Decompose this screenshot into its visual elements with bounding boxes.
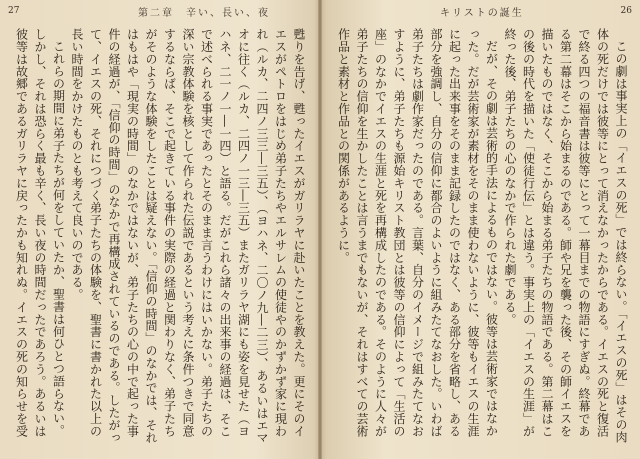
paragraph: これらの期間に弟子たちが何をしていたか、聖書は何ひとつ語らない。しかし、それは恐らく最も辛く、長い夜の時間だったであろう。あるいは彼等は故郷であるガリラヤに戻ったかも知れぬ。イエスの死の知らせを受 xyxy=(14,28,66,438)
page-body xyxy=(10,28,308,448)
page-number: 27 xyxy=(8,6,20,16)
right-page xyxy=(322,0,640,459)
left-page xyxy=(0,0,318,459)
paragraph: だが、その劇は芸術的手法によるものではない。彼等は芸術家ではなかった。だが芸術家が素材をそのまま使わないように、彼等もイエスの生涯に起った出来事をそのまま記録したのではなく、ある部分を省略し、ある部分を強調し、自分の信仰に都合のよいように組みたてなおした。いわば弟子たちは劇作家だったのである。言葉、自分のイメージで組みたてなおすように、弟子たちも源始キリスト教団とは彼等の信仰によって「生活の座」のなかでイエスの生涯と死を再構成したのである。そのように人々が弟子たちの信仰を生かしたことは言うまでもないが、それはすべての芸術作品と素材と作品との関係があるように。 xyxy=(336,28,499,438)
paragraph: この劇は事実上の「イエスの死」では終らない。「イエスの死」はその肉体の死だけでは彼等にとって消えなかったからである。イエスの死と復活で終る四つの福音書は彼等にとって一幕目までの物語にすぎぬ。終幕である第二幕はそこから始まるのである。師や兄を襲った後、その師イエスを描いたものではなく、そこから始まる弟子たちの物語である。第二幕はこの後の時代を描いた「使徒行伝」とは違う。事実上の「イエスの生涯」が終った後、弟子たちの心のなかで作られた劇である。 xyxy=(503,28,628,444)
page-number: 26 xyxy=(620,6,632,16)
page-body xyxy=(332,28,630,448)
paragraph xyxy=(332,28,334,448)
running-head: キリストの誕生 xyxy=(440,8,524,19)
running-head: 第二章 辛い、長い、夜 xyxy=(138,8,270,19)
paragraph: 甦りを告げ、甦ったイエスがガリラヤに赴いたことを教えた。更にそのイエスがペトロをはじめ弟子たちやエルサレムの使徒やのかずかず家に現われ（ルカ、二四ノ三三―三五）、（ヨハネ、二〇ノ九―二三）、あるいはエマオに往く（ルカ、二四ノ一三―三五）またガリラヤ湖にも姿を見せた（ヨハネ、二一ノ一―一四）と語る。だがこれら諸々の出来事の経過は、そこで述べられる事実であったとそのまま言うわけにはいかない。弟子たちの深い宗教体験を核として作られた伝説であるという考えに条件つきで同意するならば、そこで起きている事件の実際の経過と関わりなく、弟子たちがそのような体験をしたことは疑えない。「信仰の時間」のなかでは、それはもはや「現実の時間」のなかではないが、弟子たちの心の中で起った事件の経過が、「信仰の時間」のなかで再構成されているのである。したがって、イエスの死、それにつづく弟子たちの体験を、聖書に書かれた以上の長い時間をかけたものとも考えて良いのである。 xyxy=(70,28,306,444)
